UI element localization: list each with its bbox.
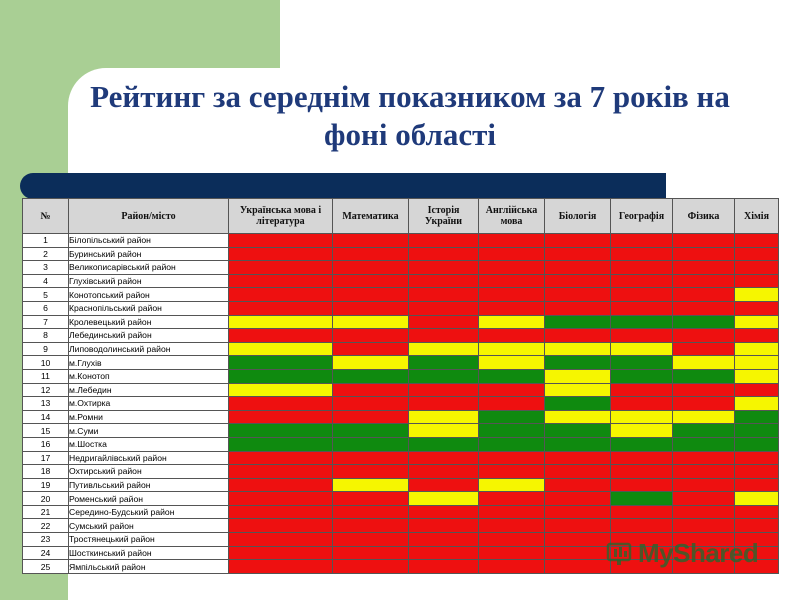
rating-cell-math xyxy=(333,410,409,424)
rating-cell-biology xyxy=(545,546,611,560)
row-region-name: Сумський район xyxy=(69,519,229,533)
table-row xyxy=(23,234,779,248)
rating-cell-math xyxy=(333,519,409,533)
header-region: Район/місто xyxy=(69,199,229,234)
rating-cell-biology xyxy=(545,356,611,370)
rating-cell-history xyxy=(409,519,479,533)
header-ukrainian: Українська мова і література xyxy=(229,199,333,234)
row-number: 1 xyxy=(23,234,69,248)
header-biology: Біологія xyxy=(545,199,611,234)
rating-cell-ukrainian xyxy=(229,424,333,438)
row-region-name: м.Охтирка xyxy=(69,397,229,411)
rating-cell-english xyxy=(479,247,545,261)
rating-cell-geography xyxy=(611,478,673,492)
rating-cell-history xyxy=(409,288,479,302)
rating-cell-ukrainian xyxy=(229,397,333,411)
rating-cell-biology xyxy=(545,410,611,424)
rating-cell-geography xyxy=(611,519,673,533)
rating-cell-english xyxy=(479,533,545,547)
rating-cell-chemistry xyxy=(735,492,779,506)
rating-cell-math xyxy=(333,546,409,560)
rating-cell-biology xyxy=(545,424,611,438)
rating-cell-geography xyxy=(611,329,673,343)
rating-cell-history xyxy=(409,437,479,451)
rating-cell-biology xyxy=(545,274,611,288)
title-underline-bar xyxy=(20,173,666,199)
row-number: 19 xyxy=(23,478,69,492)
row-number: 16 xyxy=(23,437,69,451)
rating-cell-chemistry xyxy=(735,342,779,356)
rating-cell-geography xyxy=(611,315,673,329)
rating-cell-ukrainian xyxy=(229,519,333,533)
rating-cell-history xyxy=(409,492,479,506)
rating-cell-physics xyxy=(673,519,735,533)
rating-cell-physics xyxy=(673,356,735,370)
row-region-name: Буринський район xyxy=(69,247,229,261)
rating-cell-geography xyxy=(611,451,673,465)
rating-cell-biology xyxy=(545,261,611,275)
rating-cell-history xyxy=(409,369,479,383)
rating-cell-math xyxy=(333,560,409,574)
rating-cell-history xyxy=(409,505,479,519)
rating-cell-history xyxy=(409,424,479,438)
rating-cell-history xyxy=(409,261,479,275)
table-row xyxy=(23,369,779,383)
rating-cell-math xyxy=(333,329,409,343)
rating-cell-physics xyxy=(673,410,735,424)
row-number: 23 xyxy=(23,533,69,547)
rating-cell-math xyxy=(333,437,409,451)
row-number: 10 xyxy=(23,356,69,370)
rating-cell-math xyxy=(333,369,409,383)
rating-cell-chemistry xyxy=(735,383,779,397)
rating-cell-english xyxy=(479,451,545,465)
rating-cell-biology xyxy=(545,397,611,411)
header-english: Англійська мова xyxy=(479,199,545,234)
rating-cell-biology xyxy=(545,451,611,465)
rating-cell-ukrainian xyxy=(229,492,333,506)
rating-cell-math xyxy=(333,342,409,356)
rating-cell-physics xyxy=(673,424,735,438)
rating-cell-history xyxy=(409,342,479,356)
row-number: 14 xyxy=(23,410,69,424)
rating-cell-math xyxy=(333,505,409,519)
row-region-name: Путивльський район xyxy=(69,478,229,492)
row-number: 21 xyxy=(23,505,69,519)
rating-cell-english xyxy=(479,437,545,451)
rating-cell-ukrainian xyxy=(229,315,333,329)
rating-cell-ukrainian xyxy=(229,301,333,315)
rating-cell-ukrainian xyxy=(229,247,333,261)
row-number: 17 xyxy=(23,451,69,465)
header-geography: Географія xyxy=(611,199,673,234)
rating-cell-physics xyxy=(673,247,735,261)
rating-cell-ukrainian xyxy=(229,410,333,424)
rating-cell-english xyxy=(479,356,545,370)
rating-cell-history xyxy=(409,383,479,397)
rating-cell-biology xyxy=(545,533,611,547)
table-row xyxy=(23,329,779,343)
rating-cell-english xyxy=(479,288,545,302)
rating-cell-english xyxy=(479,369,545,383)
rating-cell-biology xyxy=(545,383,611,397)
rating-cell-physics xyxy=(673,288,735,302)
row-region-name: м.Конотоп xyxy=(69,369,229,383)
rating-cell-physics xyxy=(673,397,735,411)
rating-cell-history xyxy=(409,247,479,261)
rating-cell-geography xyxy=(611,234,673,248)
rating-cell-physics xyxy=(673,465,735,479)
rating-cell-physics xyxy=(673,274,735,288)
table-row xyxy=(23,261,779,275)
rating-cell-history xyxy=(409,356,479,370)
rating-cell-chemistry xyxy=(735,369,779,383)
rating-cell-physics xyxy=(673,492,735,506)
row-number: 25 xyxy=(23,560,69,574)
rating-cell-ukrainian xyxy=(229,505,333,519)
row-region-name: м.Суми xyxy=(69,424,229,438)
rating-cell-chemistry xyxy=(735,301,779,315)
row-region-name: Охтирський район xyxy=(69,465,229,479)
rating-cell-math xyxy=(333,261,409,275)
rating-cell-geography xyxy=(611,247,673,261)
rating-cell-english xyxy=(479,261,545,275)
rating-cell-biology xyxy=(545,301,611,315)
rating-cell-chemistry xyxy=(735,356,779,370)
rating-cell-biology xyxy=(545,560,611,574)
rating-cell-physics xyxy=(673,383,735,397)
row-region-name: Ямпільський район xyxy=(69,560,229,574)
rating-cell-math xyxy=(333,478,409,492)
rating-cell-geography xyxy=(611,301,673,315)
rating-cell-math xyxy=(333,451,409,465)
rating-cell-chemistry xyxy=(735,234,779,248)
row-region-name: Середино-Будський район xyxy=(69,505,229,519)
rating-cell-english xyxy=(479,315,545,329)
rating-cell-english xyxy=(479,478,545,492)
rating-cell-math xyxy=(333,288,409,302)
row-region-name: м.Лебедин xyxy=(69,383,229,397)
rating-cell-history xyxy=(409,451,479,465)
rating-cell-geography xyxy=(611,465,673,479)
rating-cell-english xyxy=(479,329,545,343)
row-number: 20 xyxy=(23,492,69,506)
rating-cell-ukrainian xyxy=(229,560,333,574)
rating-cell-ukrainian xyxy=(229,437,333,451)
rating-cell-ukrainian xyxy=(229,533,333,547)
row-number: 2 xyxy=(23,247,69,261)
table-row xyxy=(23,437,779,451)
rating-cell-ukrainian xyxy=(229,478,333,492)
table-row xyxy=(23,424,779,438)
rating-cell-geography xyxy=(611,397,673,411)
rating-cell-english xyxy=(479,301,545,315)
rating-cell-chemistry xyxy=(735,451,779,465)
rating-cell-math xyxy=(333,234,409,248)
row-region-name: Великописарівський район xyxy=(69,261,229,275)
row-region-name: Кролевецький район xyxy=(69,315,229,329)
header-chemistry: Хімія xyxy=(735,199,779,234)
rating-cell-biology xyxy=(545,478,611,492)
rating-cell-biology xyxy=(545,437,611,451)
rating-cell-english xyxy=(479,465,545,479)
row-number: 3 xyxy=(23,261,69,275)
row-region-name: м.Глухів xyxy=(69,356,229,370)
rating-cell-physics xyxy=(673,505,735,519)
row-number: 18 xyxy=(23,465,69,479)
table-row xyxy=(23,451,779,465)
table-row xyxy=(23,478,779,492)
row-region-name: Недригайлівський район xyxy=(69,451,229,465)
header-math: Математика xyxy=(333,199,409,234)
rating-cell-physics xyxy=(673,315,735,329)
rating-cell-history xyxy=(409,560,479,574)
rating-cell-ukrainian xyxy=(229,369,333,383)
rating-cell-history xyxy=(409,478,479,492)
rating-cell-physics xyxy=(673,342,735,356)
row-region-name: Глухівський район xyxy=(69,274,229,288)
row-region-name: Конотопський район xyxy=(69,288,229,302)
watermark-text: MyShared xyxy=(638,537,759,568)
rating-cell-biology xyxy=(545,492,611,506)
rating-cell-history xyxy=(409,301,479,315)
rating-cell-math xyxy=(333,247,409,261)
header-number: № xyxy=(23,199,69,234)
row-number: 8 xyxy=(23,329,69,343)
rating-cell-math xyxy=(333,533,409,547)
rating-cell-physics xyxy=(673,478,735,492)
rating-cell-geography xyxy=(611,410,673,424)
rating-cell-physics xyxy=(673,329,735,343)
rating-cell-math xyxy=(333,356,409,370)
row-number: 22 xyxy=(23,519,69,533)
rating-cell-chemistry xyxy=(735,288,779,302)
rating-cell-history xyxy=(409,546,479,560)
table-row xyxy=(23,410,779,424)
table-row xyxy=(23,397,779,411)
rating-cell-geography xyxy=(611,424,673,438)
rating-cell-geography xyxy=(611,383,673,397)
rating-cell-math xyxy=(333,397,409,411)
rating-cell-geography xyxy=(611,369,673,383)
table-row xyxy=(23,315,779,329)
table-row xyxy=(23,247,779,261)
rating-cell-physics xyxy=(673,261,735,275)
rating-cell-chemistry xyxy=(735,465,779,479)
row-number: 9 xyxy=(23,342,69,356)
rating-cell-math xyxy=(333,424,409,438)
rating-cell-physics xyxy=(673,451,735,465)
row-region-name: Тростянецький район xyxy=(69,533,229,547)
rating-cell-physics xyxy=(673,301,735,315)
row-number: 12 xyxy=(23,383,69,397)
table-row xyxy=(23,288,779,302)
rating-cell-ukrainian xyxy=(229,465,333,479)
rating-cell-ukrainian xyxy=(229,261,333,275)
row-number: 7 xyxy=(23,315,69,329)
rating-cell-physics xyxy=(673,234,735,248)
rating-cell-chemistry xyxy=(735,247,779,261)
row-number: 5 xyxy=(23,288,69,302)
rating-cell-chemistry xyxy=(735,274,779,288)
table-row xyxy=(23,492,779,506)
rating-cell-math xyxy=(333,274,409,288)
rating-cell-history xyxy=(409,397,479,411)
rating-cell-english xyxy=(479,492,545,506)
rating-cell-chemistry xyxy=(735,315,779,329)
slide-title: Рейтинг за середнім показником за 7 років на фоні області xyxy=(90,79,730,152)
rating-cell-chemistry xyxy=(735,505,779,519)
rating-cell-geography xyxy=(611,261,673,275)
rating-cell-geography xyxy=(611,274,673,288)
row-number: 11 xyxy=(23,369,69,383)
header-physics: Фізика xyxy=(673,199,735,234)
row-region-name: Шосткинський район xyxy=(69,546,229,560)
row-number: 13 xyxy=(23,397,69,411)
rating-cell-biology xyxy=(545,234,611,248)
rating-cell-biology xyxy=(545,329,611,343)
row-number: 24 xyxy=(23,546,69,560)
rating-cell-english xyxy=(479,424,545,438)
row-region-name: Липоводолинський район xyxy=(69,342,229,356)
rating-cell-history xyxy=(409,533,479,547)
rating-cell-english xyxy=(479,234,545,248)
rating-cell-ukrainian xyxy=(229,383,333,397)
rating-cell-ukrainian xyxy=(229,234,333,248)
rating-cell-history xyxy=(409,315,479,329)
rating-cell-biology xyxy=(545,247,611,261)
rating-cell-chemistry xyxy=(735,437,779,451)
rating-cell-english xyxy=(479,342,545,356)
rating-cell-physics xyxy=(673,369,735,383)
rating-cell-english xyxy=(479,560,545,574)
rating-cell-history xyxy=(409,329,479,343)
rating-cell-ukrainian xyxy=(229,288,333,302)
row-region-name: Роменський район xyxy=(69,492,229,506)
table-row xyxy=(23,519,779,533)
rating-cell-history xyxy=(409,410,479,424)
rating-cell-chemistry xyxy=(735,329,779,343)
rating-cell-math xyxy=(333,315,409,329)
rating-cell-chemistry xyxy=(735,261,779,275)
rating-table xyxy=(22,198,779,574)
watermark-logo xyxy=(606,536,758,570)
rating-cell-chemistry xyxy=(735,519,779,533)
row-region-name: м.Ромни xyxy=(69,410,229,424)
rating-cell-geography xyxy=(611,356,673,370)
table-row xyxy=(23,301,779,315)
table-row xyxy=(23,274,779,288)
rating-cell-biology xyxy=(545,288,611,302)
rating-cell-history xyxy=(409,234,479,248)
row-number: 4 xyxy=(23,274,69,288)
table-row xyxy=(23,356,779,370)
table-row xyxy=(23,383,779,397)
table-header-row xyxy=(23,199,779,234)
table-row xyxy=(23,465,779,479)
rating-cell-english xyxy=(479,410,545,424)
rating-cell-geography xyxy=(611,288,673,302)
rating-cell-ukrainian xyxy=(229,274,333,288)
table-row xyxy=(23,505,779,519)
row-region-name: м.Шостка xyxy=(69,437,229,451)
rating-cell-chemistry xyxy=(735,424,779,438)
rating-cell-english xyxy=(479,383,545,397)
header-history: Історія України xyxy=(409,199,479,234)
rating-cell-ukrainian xyxy=(229,451,333,465)
row-region-name: Лебединський район xyxy=(69,329,229,343)
rating-cell-history xyxy=(409,465,479,479)
rating-cell-math xyxy=(333,383,409,397)
rating-cell-math xyxy=(333,465,409,479)
rating-cell-math xyxy=(333,492,409,506)
rating-cell-geography xyxy=(611,437,673,451)
rating-cell-geography xyxy=(611,492,673,506)
rating-cell-english xyxy=(479,546,545,560)
rating-cell-biology xyxy=(545,315,611,329)
rating-cell-ukrainian xyxy=(229,546,333,560)
rating-cell-geography xyxy=(611,505,673,519)
rating-cell-math xyxy=(333,301,409,315)
rating-cell-english xyxy=(479,397,545,411)
rating-cell-ukrainian xyxy=(229,342,333,356)
rating-cell-biology xyxy=(545,369,611,383)
rating-cell-english xyxy=(479,274,545,288)
myshared-logo-icon xyxy=(606,539,636,567)
table-row xyxy=(23,342,779,356)
rating-cell-history xyxy=(409,274,479,288)
row-region-name: Білопільський район xyxy=(69,234,229,248)
rating-cell-biology xyxy=(545,465,611,479)
row-number: 6 xyxy=(23,301,69,315)
rating-cell-chemistry xyxy=(735,478,779,492)
rating-cell-biology xyxy=(545,342,611,356)
rating-cell-chemistry xyxy=(735,397,779,411)
rating-cell-english xyxy=(479,505,545,519)
rating-cell-chemistry xyxy=(735,410,779,424)
row-number: 15 xyxy=(23,424,69,438)
rating-cell-ukrainian xyxy=(229,356,333,370)
rating-cell-geography xyxy=(611,342,673,356)
row-region-name: Краснопільський район xyxy=(69,301,229,315)
rating-cell-biology xyxy=(545,505,611,519)
rating-cell-physics xyxy=(673,437,735,451)
rating-cell-ukrainian xyxy=(229,329,333,343)
rating-cell-english xyxy=(479,519,545,533)
rating-cell-biology xyxy=(545,519,611,533)
